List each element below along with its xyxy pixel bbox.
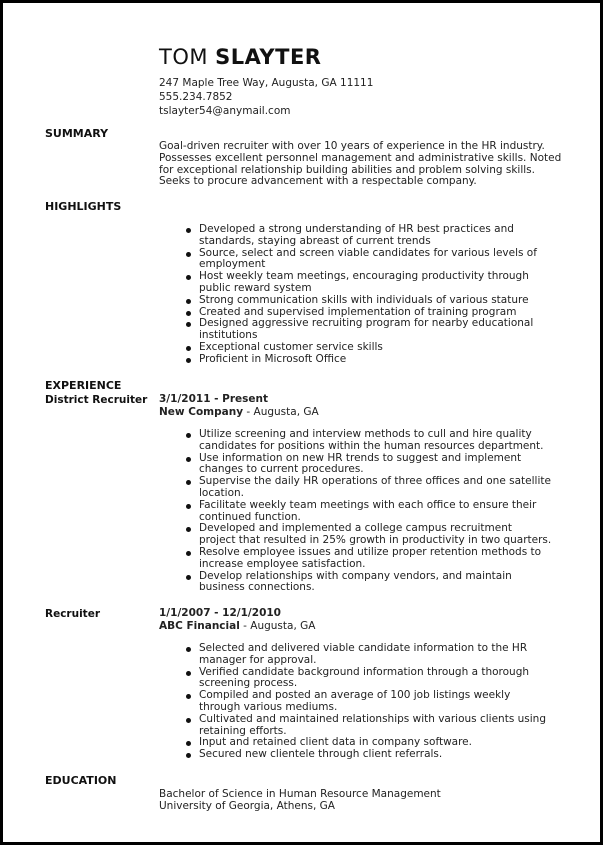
list-item: Designed aggressive recruiting program for nearby educational institutions [199, 318, 569, 342]
list-item: Host weekly team meetings, encouraging productivity through public reward system [199, 271, 569, 295]
summary-line: for exceptional relationship building abilities and problem solving skills. [159, 163, 535, 176]
list-item: Verified candidate background information through a thorough screening process. [199, 667, 569, 691]
summary-heading: SUMMARY [45, 127, 109, 140]
list-item: Secured new clientele through client referrals. [199, 749, 569, 761]
job-bullets [199, 429, 569, 594]
list-item: Strong communication skills with individuals of various stature [199, 295, 569, 307]
highlights-list [199, 224, 569, 366]
education-details [159, 788, 441, 812]
degree: Bachelor of Science in Human Resource Management [159, 788, 441, 800]
list-item: Cultivated and maintained relationships with various clients using retaining efforts. [199, 714, 569, 738]
list-item: Exceptional customer service skills [199, 342, 569, 354]
job-dates: 1/1/2007 - 12/1/2010 [159, 607, 281, 619]
email: tslayter54@anymail.com [159, 105, 291, 117]
candidate-name [159, 45, 321, 69]
job-role: Recruiter [45, 608, 101, 620]
summary-line: Seeks to procure advancement with a respectable company. [159, 175, 477, 188]
list-item: Facilitate weekly team meetings with each office to ensure their continued function. [199, 500, 569, 524]
first-name: TOM [159, 45, 208, 69]
highlights-heading: HIGHLIGHTS [45, 200, 122, 213]
school: University of Georgia, Athens, GA [159, 800, 335, 812]
list-item: Utilize screening and interview methods to cull and hire quality candidates for positions within the human resources department. [199, 429, 569, 453]
job-employer [159, 620, 315, 633]
summary-line: Possesses excellent personnel management and administrative skills. Noted [159, 151, 562, 164]
list-item: Develop relationships with company vendors, and maintain business connections. [199, 571, 569, 595]
company-name: New Company [159, 406, 244, 418]
summary-line: Goal-driven recruiter with over 10 years of experience in the HR industry. [159, 140, 545, 152]
list-item: Created and supervised implementation of training program [199, 307, 569, 319]
address: 247 Maple Tree Way, Augusta, GA 11111 [159, 77, 374, 89]
list-item: Developed a strong understanding of HR best practices and standards, staying abreast of current trends [199, 224, 569, 248]
list-item: Selected and delivered viable candidate information to the HR manager for approval. [199, 643, 569, 667]
company-location: - Augusta, GA [239, 620, 316, 632]
list-item: Resolve employee issues and utilize proper retention methods to increase employee satisfaction. [199, 547, 569, 571]
list-item: Developed and implemented a college campus recruitment project that resulted in 25% growth in productivity in two quarters. [199, 523, 569, 547]
summary-text [159, 141, 569, 188]
job-bullets [199, 643, 569, 761]
job-employer [159, 406, 319, 419]
phone: 555.234.7852 [159, 91, 233, 103]
list-item: Use information on new HR trends to suggest and implement changes to current procedures. [199, 453, 569, 477]
list-item: Source, select and screen viable candidates for various levels of employment [199, 248, 569, 272]
contact-info [159, 76, 373, 118]
education-heading: EDUCATION [45, 774, 117, 787]
experience-heading: EXPERIENCE [45, 379, 122, 392]
list-item: Input and retained client data in company software. [199, 737, 569, 749]
company-location: - Augusta, GA [243, 406, 319, 418]
job-dates: 3/1/2011 - Present [159, 393, 269, 405]
last-name: SLAYTER [215, 45, 322, 69]
list-item: Compiled and posted an average of 100 job listings weekly through various mediums. [199, 690, 569, 714]
company-name: ABC Financial [159, 620, 240, 632]
list-item: Supervise the daily HR operations of three offices and one satellite location. [199, 476, 569, 500]
list-item: Proficient in Microsoft Office [199, 354, 569, 366]
job-header [159, 607, 315, 633]
job-header [159, 393, 319, 419]
job-role: District Recruiter [45, 394, 148, 406]
